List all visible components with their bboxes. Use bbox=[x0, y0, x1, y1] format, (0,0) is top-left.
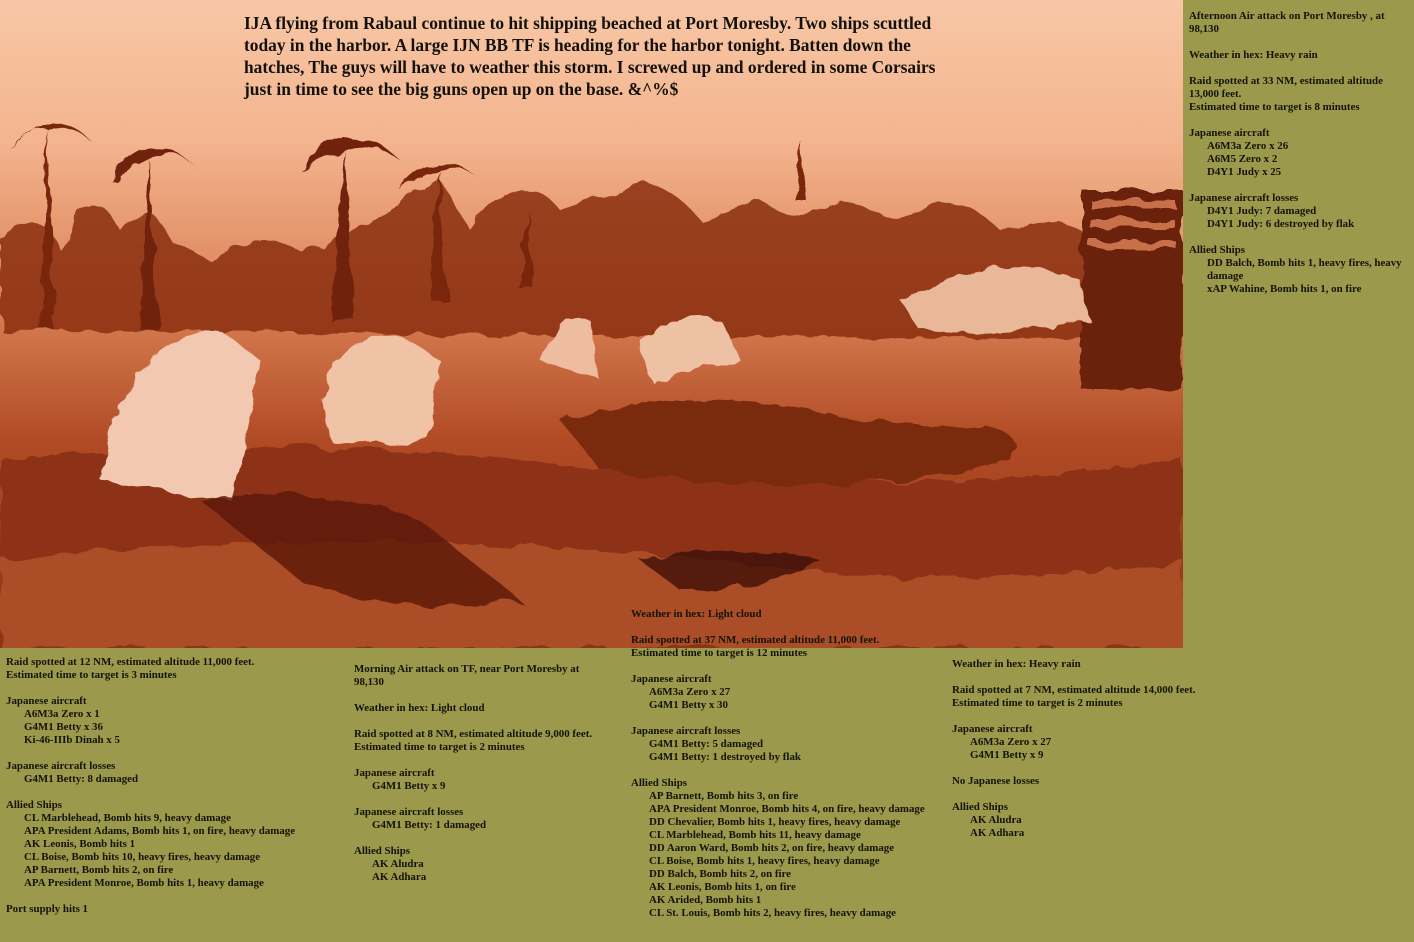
report-block bbox=[952, 723, 1208, 762]
report-line: Raid spotted at 8 NM, estimated altitude 9,000 feet. bbox=[354, 728, 593, 740]
report-line: Raid spotted at 33 NM, estimated altitude 13,000 feet. bbox=[1189, 75, 1383, 100]
report-line: AP Barnett, Bomb hits 3, on fire bbox=[649, 790, 799, 802]
report-line: G4M1 Betty x 36 bbox=[24, 721, 103, 733]
report-block bbox=[1189, 192, 1411, 231]
raid-report-column-1 bbox=[6, 656, 346, 916]
report-line: DD Balch, Bomb hits 1, heavy fires, heavy damage bbox=[1207, 257, 1402, 282]
report-line: CL Boise, Bomb hits 10, heavy fires, heavy damage bbox=[24, 851, 261, 863]
report-block bbox=[631, 673, 943, 712]
report-line: G4M1 Betty x 30 bbox=[649, 699, 728, 711]
afternoon-air-attack-report bbox=[1189, 10, 1411, 296]
report-section-heading: Allied Ships bbox=[354, 845, 410, 857]
report-block bbox=[631, 608, 943, 621]
morning-air-attack-report bbox=[354, 663, 610, 884]
report-line: A6M3a Zero x 1 bbox=[24, 708, 100, 720]
report-line: D4Y1 Judy: 7 damaged bbox=[1207, 205, 1317, 217]
report-section-heading: Japanese aircraft losses bbox=[1189, 192, 1299, 204]
report-line: Weather in hex: Heavy rain bbox=[952, 658, 1081, 670]
report-line: Raid spotted at 12 NM, estimated altitude 11,000 feet. bbox=[6, 656, 255, 668]
report-line: AK Adhara bbox=[970, 827, 1025, 839]
report-line: Estimated time to target is 3 minutes bbox=[6, 669, 177, 681]
report-line: CL Marblehead, Bomb hits 11, heavy damage bbox=[649, 829, 861, 841]
report-line: G4M1 Betty: 1 destroyed by flak bbox=[649, 751, 801, 763]
report-section-heading: Japanese aircraft bbox=[631, 673, 712, 685]
raid-report-column-3 bbox=[631, 608, 943, 920]
report-line: Estimated time to target is 2 minutes bbox=[354, 741, 525, 753]
report-block bbox=[6, 799, 346, 890]
report-section-heading: Japanese aircraft bbox=[952, 723, 1033, 735]
report-line: AK Adhara bbox=[372, 871, 427, 883]
report-block bbox=[631, 777, 943, 920]
report-line: Weather in hex: Light cloud bbox=[631, 608, 762, 620]
report-section-heading: Japanese aircraft bbox=[354, 767, 435, 779]
report-line: APA President Monroe, Bomb hits 1, heavy damage bbox=[24, 877, 264, 889]
report-block bbox=[1189, 127, 1411, 179]
report-section-heading: Japanese aircraft losses bbox=[354, 806, 464, 818]
report-block bbox=[952, 658, 1208, 671]
report-section-heading: Allied Ships bbox=[6, 799, 62, 811]
report-line: Ki-46-IIIb Dinah x 5 bbox=[24, 734, 120, 746]
report-block bbox=[354, 806, 610, 832]
report-block bbox=[1189, 49, 1411, 62]
report-block bbox=[1189, 75, 1411, 114]
report-line: Estimated time to target is 2 minutes bbox=[952, 697, 1123, 709]
report-line: CL Marblehead, Bomb hits 9, heavy damage bbox=[24, 812, 231, 824]
report-line: CL Boise, Bomb hits 1, heavy fires, heavy damage bbox=[649, 855, 880, 867]
report-line: G4M1 Betty: 1 damaged bbox=[372, 819, 487, 831]
report-section-heading: Allied Ships bbox=[631, 777, 687, 789]
report-block bbox=[631, 634, 943, 660]
report-line: Raid spotted at 37 NM, estimated altitude 11,000 feet. bbox=[631, 634, 880, 646]
report-line: Weather in hex: Light cloud bbox=[354, 702, 485, 714]
report-line: APA President Adams, Bomb hits 1, on fire, heavy damage bbox=[24, 825, 296, 837]
report-block bbox=[354, 845, 610, 884]
report-line: APA President Monroe, Bomb hits 4, on fire, heavy damage bbox=[649, 803, 925, 815]
report-line: AK Aludra bbox=[372, 858, 424, 870]
report-line: AK Leonis, Bomb hits 1, on fire bbox=[649, 881, 796, 893]
report-line: D4Y1 Judy: 6 destroyed by flak bbox=[1207, 218, 1355, 230]
report-line: AK Arided, Bomb hits 1 bbox=[649, 894, 762, 906]
report-line: DD Chevalier, Bomb hits 1, heavy fires, heavy damage bbox=[649, 816, 901, 828]
report-line: G4M1 Betty x 9 bbox=[372, 780, 446, 792]
report-line: Estimated time to target is 12 minutes bbox=[631, 647, 808, 659]
report-line: AK Leonis, Bomb hits 1 bbox=[24, 838, 136, 850]
report-section-heading: Japanese aircraft losses bbox=[631, 725, 741, 737]
report-line: CL St. Louis, Bomb hits 2, heavy fires, heavy damage bbox=[649, 907, 896, 919]
report-block bbox=[354, 663, 610, 689]
report-line: Weather in hex: Heavy rain bbox=[1189, 49, 1318, 61]
report-block bbox=[354, 728, 610, 754]
report-section-heading: Japanese aircraft bbox=[1189, 127, 1270, 139]
report-line: A6M5 Zero x 2 bbox=[1207, 153, 1278, 165]
report-block bbox=[952, 684, 1208, 710]
report-block bbox=[952, 801, 1208, 840]
report-line: xAP Wahine, Bomb hits 1, on fire bbox=[1207, 283, 1362, 295]
report-section-heading: Japanese aircraft losses bbox=[6, 760, 116, 772]
report-line: G4M1 Betty x 9 bbox=[970, 749, 1044, 761]
report-line: Estimated time to target is 8 minutes bbox=[1189, 101, 1360, 113]
report-line: DD Aaron Ward, Bomb hits 2, on fire, heavy damage bbox=[649, 842, 895, 854]
report-block bbox=[6, 656, 346, 682]
report-section-heading: Japanese aircraft bbox=[6, 695, 87, 707]
report-line: D4Y1 Judy x 25 bbox=[1207, 166, 1282, 178]
report-block bbox=[1189, 244, 1411, 296]
report-block bbox=[354, 702, 610, 715]
report-line: AP Barnett, Bomb hits 2, on fire bbox=[24, 864, 174, 876]
report-line: A6M3a Zero x 27 bbox=[970, 736, 1052, 748]
report-line: A6M3a Zero x 26 bbox=[1207, 140, 1289, 152]
report-section-heading: Allied Ships bbox=[952, 801, 1008, 813]
report-line: No Japanese losses bbox=[952, 775, 1040, 787]
report-line: G4M1 Betty: 8 damaged bbox=[24, 773, 139, 785]
report-line: G4M1 Betty: 5 damaged bbox=[649, 738, 764, 750]
report-line: Raid spotted at 7 NM, estimated altitude 14,000 feet. bbox=[952, 684, 1196, 696]
report-block bbox=[6, 903, 346, 916]
report-block bbox=[6, 695, 346, 747]
report-block bbox=[952, 775, 1208, 788]
report-line: Afternoon Air attack on Port Moresby , at 98,130 bbox=[1189, 10, 1385, 35]
raid-report-column-4 bbox=[952, 658, 1208, 840]
report-block bbox=[354, 767, 610, 793]
report-line: AK Aludra bbox=[970, 814, 1022, 826]
headline-text: IJA flying from Rabaul continue to hit shipping beached at Port Moresby. Two ships scuttled today in the harbor. A large IJN BB TF is heading for the harbor tonight. Batten down the hatches, The guys will have to weather this storm. I screwed up and ordered in some Corsairs just in time to see the big guns open up on the base. &^%$ bbox=[244, 13, 936, 99]
report-line: DD Balch, Bomb hits 2, on fire bbox=[649, 868, 791, 880]
report-block bbox=[631, 725, 943, 764]
report-line: Morning Air attack on TF, near Port Moresby at 98,130 bbox=[354, 663, 580, 688]
report-block bbox=[1189, 10, 1411, 36]
report-line: Port supply hits 1 bbox=[6, 903, 88, 915]
report-line: A6M3a Zero x 27 bbox=[649, 686, 731, 698]
report-section-heading: Allied Ships bbox=[1189, 244, 1245, 256]
report-block bbox=[6, 760, 346, 786]
